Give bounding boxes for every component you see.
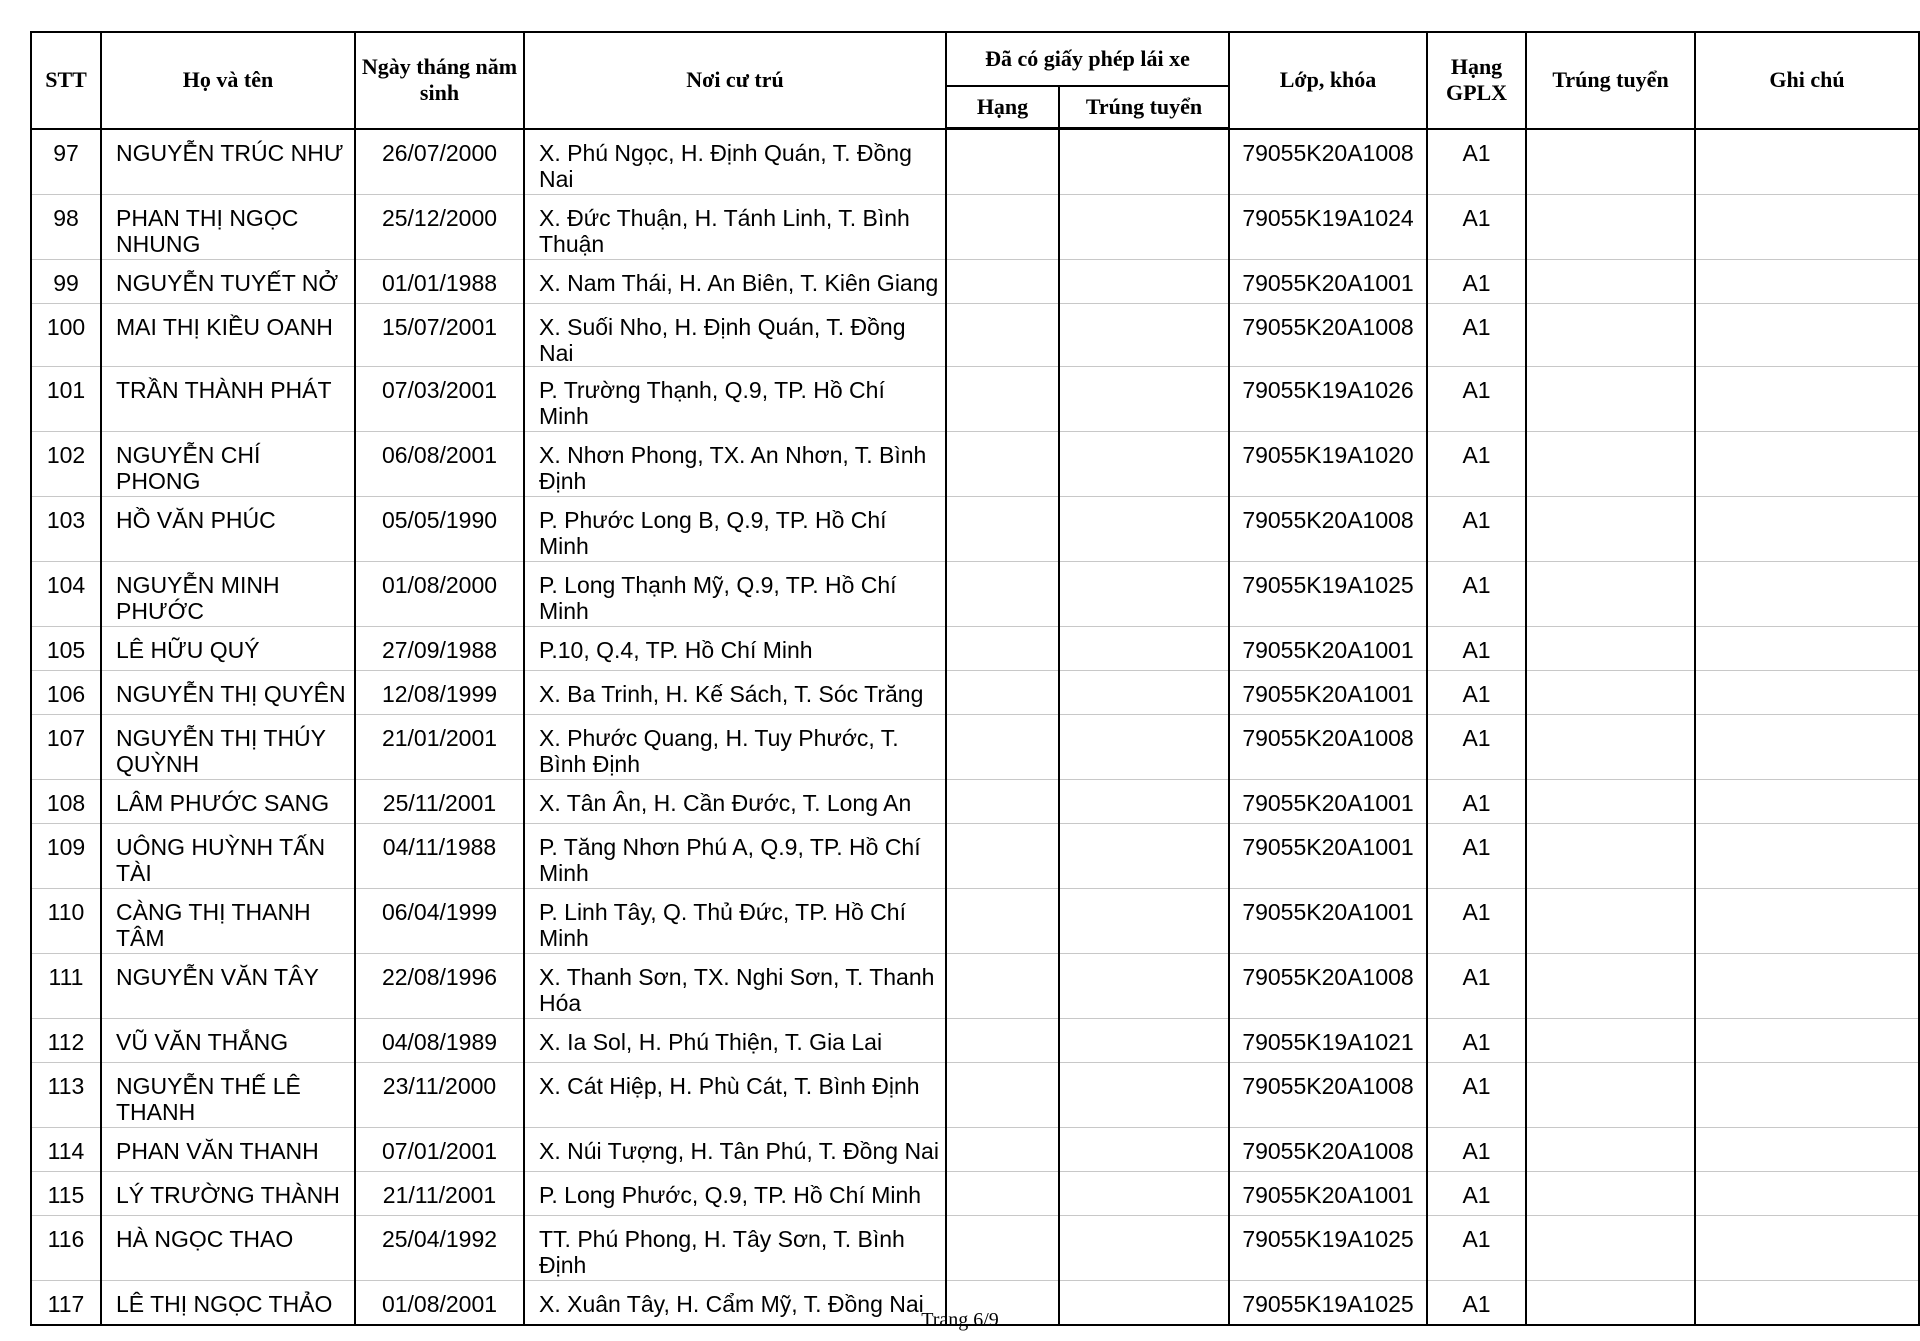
row-notes bbox=[1695, 889, 1919, 954]
row-license-rank bbox=[946, 195, 1059, 260]
row-residence: X. Núi Tượng, H. Tân Phú, T. Đồng Nai bbox=[524, 1128, 946, 1172]
row-gplx: A1 bbox=[1427, 195, 1526, 260]
row-gplx: A1 bbox=[1427, 889, 1526, 954]
row-license-rank bbox=[946, 671, 1059, 715]
row-dob: 21/11/2001 bbox=[355, 1172, 524, 1216]
row-name: UÔNG HUỲNH TẤN TÀI bbox=[101, 824, 355, 889]
row-gplx: A1 bbox=[1427, 1281, 1526, 1326]
row-name: TRẦN THÀNH PHÁT bbox=[101, 367, 355, 432]
row-class: 79055K20A1008 bbox=[1229, 304, 1427, 367]
row-license-admitted bbox=[1059, 304, 1229, 367]
row-residence: X. Tân Ân, H. Cần Đước, T. Long An bbox=[524, 780, 946, 824]
row-license-admitted bbox=[1059, 1019, 1229, 1063]
row-gplx: A1 bbox=[1427, 432, 1526, 497]
table-row bbox=[31, 715, 1919, 780]
row-license-admitted bbox=[1059, 497, 1229, 562]
row-license-rank bbox=[946, 562, 1059, 627]
row-dob: 21/01/2001 bbox=[355, 715, 524, 780]
row-class: 79055K19A1021 bbox=[1229, 1019, 1427, 1063]
row-dob: 01/08/2001 bbox=[355, 1281, 524, 1326]
row-class: 79055K20A1001 bbox=[1229, 780, 1427, 824]
row-residence: X. Đức Thuận, H. Tánh Linh, T. Bình Thuận bbox=[524, 195, 946, 260]
row-admitted bbox=[1526, 1063, 1695, 1128]
row-name: MAI THỊ KIỀU OANH bbox=[101, 304, 355, 367]
row-name: NGUYỄN TRÚC NHƯ bbox=[101, 129, 355, 195]
row-admitted bbox=[1526, 671, 1695, 715]
row-dob: 06/04/1999 bbox=[355, 889, 524, 954]
row-admitted bbox=[1526, 304, 1695, 367]
row-license-rank bbox=[946, 129, 1059, 195]
row-gplx: A1 bbox=[1427, 627, 1526, 671]
row-class: 79055K20A1001 bbox=[1229, 824, 1427, 889]
row-dob: 05/05/1990 bbox=[355, 497, 524, 562]
row-license-rank bbox=[946, 889, 1059, 954]
row-dob: 04/11/1988 bbox=[355, 824, 524, 889]
row-license-admitted bbox=[1059, 954, 1229, 1019]
row-license-admitted bbox=[1059, 780, 1229, 824]
header-residence: Nơi cư trú bbox=[524, 32, 946, 129]
row-gplx: A1 bbox=[1427, 715, 1526, 780]
row-notes bbox=[1695, 671, 1919, 715]
row-gplx: A1 bbox=[1427, 1216, 1526, 1281]
header-gplx-rank: Hạng GPLX bbox=[1427, 32, 1526, 129]
row-dob: 07/01/2001 bbox=[355, 1128, 524, 1172]
row-notes bbox=[1695, 1063, 1919, 1128]
row-stt: 116 bbox=[31, 1216, 101, 1281]
row-dob: 01/01/1988 bbox=[355, 260, 524, 304]
header-rank: Hạng bbox=[946, 86, 1059, 129]
row-stt: 113 bbox=[31, 1063, 101, 1128]
table-row bbox=[31, 627, 1919, 671]
row-stt: 112 bbox=[31, 1019, 101, 1063]
row-license-admitted bbox=[1059, 367, 1229, 432]
row-notes bbox=[1695, 367, 1919, 432]
table-row bbox=[31, 304, 1919, 367]
row-notes bbox=[1695, 954, 1919, 1019]
row-admitted bbox=[1526, 715, 1695, 780]
header-existing-license: Đã có giấy phép lái xe bbox=[946, 32, 1229, 86]
row-residence: X. Ba Trinh, H. Kế Sách, T. Sóc Trăng bbox=[524, 671, 946, 715]
row-dob: 15/07/2001 bbox=[355, 304, 524, 367]
table-row bbox=[31, 497, 1919, 562]
row-stt: 115 bbox=[31, 1172, 101, 1216]
table-row bbox=[31, 129, 1919, 195]
row-class: 79055K20A1008 bbox=[1229, 129, 1427, 195]
row-admitted bbox=[1526, 260, 1695, 304]
row-notes bbox=[1695, 497, 1919, 562]
row-gplx: A1 bbox=[1427, 367, 1526, 432]
row-license-admitted bbox=[1059, 627, 1229, 671]
row-residence: TT. Phú Phong, H. Tây Sơn, T. Bình Định bbox=[524, 1216, 946, 1281]
row-residence: X. Nhơn Phong, TX. An Nhơn, T. Bình Định bbox=[524, 432, 946, 497]
table-row bbox=[31, 260, 1919, 304]
row-residence: X. Thanh Sơn, TX. Nghi Sơn, T. Thanh Hóa bbox=[524, 954, 946, 1019]
row-class: 79055K20A1008 bbox=[1229, 954, 1427, 1019]
row-notes bbox=[1695, 260, 1919, 304]
row-gplx: A1 bbox=[1427, 304, 1526, 367]
row-residence: X. Phước Quang, H. Tuy Phước, T. Bình Định bbox=[524, 715, 946, 780]
row-dob: 25/04/1992 bbox=[355, 1216, 524, 1281]
row-license-rank bbox=[946, 1172, 1059, 1216]
table-row bbox=[31, 562, 1919, 627]
row-name: NGUYỄN THẾ LÊ THANH bbox=[101, 1063, 355, 1128]
header-stt: STT bbox=[31, 32, 101, 129]
row-dob: 12/08/1999 bbox=[355, 671, 524, 715]
row-residence: P.10, Q.4, TP. Hồ Chí Minh bbox=[524, 627, 946, 671]
row-license-rank bbox=[946, 1019, 1059, 1063]
row-license-admitted bbox=[1059, 671, 1229, 715]
row-stt: 107 bbox=[31, 715, 101, 780]
header-admitted: Trúng tuyển bbox=[1526, 32, 1695, 129]
row-license-admitted bbox=[1059, 1172, 1229, 1216]
row-license-rank bbox=[946, 432, 1059, 497]
row-residence: X. Suối Nho, H. Định Quán, T. Đồng Nai bbox=[524, 304, 946, 367]
row-dob: 22/08/1996 bbox=[355, 954, 524, 1019]
row-name: PHAN THỊ NGỌC NHUNG bbox=[101, 195, 355, 260]
row-license-rank bbox=[946, 715, 1059, 780]
row-gplx: A1 bbox=[1427, 129, 1526, 195]
row-admitted bbox=[1526, 432, 1695, 497]
row-gplx: A1 bbox=[1427, 260, 1526, 304]
row-stt: 103 bbox=[31, 497, 101, 562]
row-name: CÀNG THỊ THANH TÂM bbox=[101, 889, 355, 954]
row-class: 79055K20A1008 bbox=[1229, 1128, 1427, 1172]
row-stt: 111 bbox=[31, 954, 101, 1019]
row-residence: P. Linh Tây, Q. Thủ Đức, TP. Hồ Chí Minh bbox=[524, 889, 946, 954]
header-name: Họ và tên bbox=[101, 32, 355, 129]
row-license-admitted bbox=[1059, 432, 1229, 497]
row-stt: 105 bbox=[31, 627, 101, 671]
row-license-admitted bbox=[1059, 1216, 1229, 1281]
row-class: 79055K20A1001 bbox=[1229, 671, 1427, 715]
row-admitted bbox=[1526, 367, 1695, 432]
row-name: HỒ VĂN PHÚC bbox=[101, 497, 355, 562]
row-gplx: A1 bbox=[1427, 1063, 1526, 1128]
row-license-rank bbox=[946, 1063, 1059, 1128]
row-notes bbox=[1695, 1128, 1919, 1172]
row-stt: 97 bbox=[31, 129, 101, 195]
row-admitted bbox=[1526, 1128, 1695, 1172]
row-stt: 98 bbox=[31, 195, 101, 260]
row-dob: 25/12/2000 bbox=[355, 195, 524, 260]
row-notes bbox=[1695, 129, 1919, 195]
row-notes bbox=[1695, 824, 1919, 889]
row-license-admitted bbox=[1059, 562, 1229, 627]
row-license-rank bbox=[946, 954, 1059, 1019]
table-row bbox=[31, 1063, 1919, 1128]
row-residence: X. Xuân Tây, H. Cẩm Mỹ, T. Đồng Nai bbox=[524, 1281, 946, 1326]
row-notes bbox=[1695, 1216, 1919, 1281]
row-stt: 104 bbox=[31, 562, 101, 627]
row-stt: 117 bbox=[31, 1281, 101, 1326]
row-license-rank bbox=[946, 780, 1059, 824]
row-class: 79055K20A1001 bbox=[1229, 260, 1427, 304]
row-license-admitted bbox=[1059, 824, 1229, 889]
row-name: NGUYỄN CHÍ PHONG bbox=[101, 432, 355, 497]
row-dob: 26/07/2000 bbox=[355, 129, 524, 195]
row-class: 79055K20A1008 bbox=[1229, 497, 1427, 562]
row-class: 79055K20A1008 bbox=[1229, 715, 1427, 780]
table-row bbox=[31, 889, 1919, 954]
row-class: 79055K19A1020 bbox=[1229, 432, 1427, 497]
row-gplx: A1 bbox=[1427, 562, 1526, 627]
table-row bbox=[31, 1172, 1919, 1216]
row-admitted bbox=[1526, 1019, 1695, 1063]
row-dob: 27/09/1988 bbox=[355, 627, 524, 671]
row-stt: 101 bbox=[31, 367, 101, 432]
row-stt: 106 bbox=[31, 671, 101, 715]
row-dob: 06/08/2001 bbox=[355, 432, 524, 497]
row-admitted bbox=[1526, 824, 1695, 889]
row-notes bbox=[1695, 715, 1919, 780]
row-dob: 25/11/2001 bbox=[355, 780, 524, 824]
row-stt: 99 bbox=[31, 260, 101, 304]
row-license-rank bbox=[946, 1216, 1059, 1281]
row-notes bbox=[1695, 562, 1919, 627]
page-number: Trang 6/9 bbox=[921, 1309, 999, 1331]
row-admitted bbox=[1526, 497, 1695, 562]
header-dob: Ngày tháng năm sinh bbox=[355, 32, 524, 129]
row-gplx: A1 bbox=[1427, 824, 1526, 889]
row-license-admitted bbox=[1059, 195, 1229, 260]
row-admitted bbox=[1526, 195, 1695, 260]
row-notes bbox=[1695, 627, 1919, 671]
row-license-rank bbox=[946, 1128, 1059, 1172]
table-row bbox=[31, 195, 1919, 260]
row-notes bbox=[1695, 1019, 1919, 1063]
row-name: NGUYỄN THỊ QUYÊN bbox=[101, 671, 355, 715]
row-license-admitted bbox=[1059, 260, 1229, 304]
table-row bbox=[31, 1019, 1919, 1063]
row-notes bbox=[1695, 304, 1919, 367]
table-row bbox=[31, 1128, 1919, 1172]
row-notes bbox=[1695, 1172, 1919, 1216]
row-class: 79055K20A1001 bbox=[1229, 627, 1427, 671]
row-name: LÝ TRƯỜNG THÀNH bbox=[101, 1172, 355, 1216]
table-row bbox=[31, 824, 1919, 889]
row-residence: X. Cát Hiệp, H. Phù Cát, T. Bình Định bbox=[524, 1063, 946, 1128]
row-stt: 100 bbox=[31, 304, 101, 367]
row-license-admitted bbox=[1059, 1063, 1229, 1128]
row-name: VŨ VĂN THẮNG bbox=[101, 1019, 355, 1063]
row-admitted bbox=[1526, 780, 1695, 824]
candidate-table bbox=[30, 31, 1920, 1326]
row-gplx: A1 bbox=[1427, 1172, 1526, 1216]
row-name: NGUYỄN TUYẾT NỞ bbox=[101, 260, 355, 304]
row-name: NGUYỄN VĂN TÂY bbox=[101, 954, 355, 1019]
header-notes: Ghi chú bbox=[1695, 32, 1919, 129]
row-license-rank bbox=[946, 497, 1059, 562]
row-name: HÀ NGỌC THAO bbox=[101, 1216, 355, 1281]
row-admitted bbox=[1526, 562, 1695, 627]
row-admitted bbox=[1526, 1172, 1695, 1216]
row-gplx: A1 bbox=[1427, 1019, 1526, 1063]
row-name: LÊ HỮU QUÝ bbox=[101, 627, 355, 671]
row-dob: 07/03/2001 bbox=[355, 367, 524, 432]
row-admitted bbox=[1526, 889, 1695, 954]
row-license-rank bbox=[946, 304, 1059, 367]
row-admitted bbox=[1526, 129, 1695, 195]
row-gplx: A1 bbox=[1427, 780, 1526, 824]
row-residence: P. Tăng Nhơn Phú A, Q.9, TP. Hồ Chí Minh bbox=[524, 824, 946, 889]
row-stt: 114 bbox=[31, 1128, 101, 1172]
row-name: LÊ THỊ NGỌC THẢO bbox=[101, 1281, 355, 1326]
table-row bbox=[31, 954, 1919, 1019]
table-row bbox=[31, 671, 1919, 715]
row-notes bbox=[1695, 432, 1919, 497]
row-license-rank bbox=[946, 824, 1059, 889]
row-license-admitted bbox=[1059, 129, 1229, 195]
row-class: 79055K19A1025 bbox=[1229, 562, 1427, 627]
row-class: 79055K19A1026 bbox=[1229, 367, 1427, 432]
table-row bbox=[31, 1216, 1919, 1281]
row-residence: P. Trường Thạnh, Q.9, TP. Hồ Chí Minh bbox=[524, 367, 946, 432]
row-dob: 04/08/1989 bbox=[355, 1019, 524, 1063]
table-header bbox=[31, 32, 1919, 129]
row-class: 79055K20A1001 bbox=[1229, 889, 1427, 954]
row-name: LÂM PHƯỚC SANG bbox=[101, 780, 355, 824]
row-stt: 102 bbox=[31, 432, 101, 497]
row-dob: 01/08/2000 bbox=[355, 562, 524, 627]
header-class-course: Lớp, khóa bbox=[1229, 32, 1427, 129]
row-admitted bbox=[1526, 954, 1695, 1019]
row-dob: 23/11/2000 bbox=[355, 1063, 524, 1128]
row-license-admitted bbox=[1059, 1128, 1229, 1172]
row-stt: 110 bbox=[31, 889, 101, 954]
row-notes bbox=[1695, 195, 1919, 260]
row-name: NGUYỄN THỊ THÚY QUỲNH bbox=[101, 715, 355, 780]
row-residence: X. Phú Ngọc, H. Định Quán, T. Đồng Nai bbox=[524, 129, 946, 195]
row-name: NGUYỄN MINH PHƯỚC bbox=[101, 562, 355, 627]
row-class: 79055K20A1008 bbox=[1229, 1063, 1427, 1128]
row-residence: P. Phước Long B, Q.9, TP. Hồ Chí Minh bbox=[524, 497, 946, 562]
row-gplx: A1 bbox=[1427, 671, 1526, 715]
header-admitted-sub: Trúng tuyển bbox=[1059, 86, 1229, 129]
row-stt: 109 bbox=[31, 824, 101, 889]
table-row bbox=[31, 432, 1919, 497]
table-body bbox=[31, 129, 1919, 1326]
row-license-admitted bbox=[1059, 889, 1229, 954]
row-residence: P. Long Phước, Q.9, TP. Hồ Chí Minh bbox=[524, 1172, 946, 1216]
row-gplx: A1 bbox=[1427, 1128, 1526, 1172]
row-residence: P. Long Thạnh Mỹ, Q.9, TP. Hồ Chí Minh bbox=[524, 562, 946, 627]
row-admitted bbox=[1526, 627, 1695, 671]
row-stt: 108 bbox=[31, 780, 101, 824]
row-class: 79055K19A1024 bbox=[1229, 195, 1427, 260]
row-license-rank bbox=[946, 367, 1059, 432]
table-row bbox=[31, 367, 1919, 432]
row-license-rank bbox=[946, 260, 1059, 304]
row-gplx: A1 bbox=[1427, 497, 1526, 562]
row-license-rank bbox=[946, 627, 1059, 671]
row-notes bbox=[1695, 780, 1919, 824]
row-class: 79055K19A1025 bbox=[1229, 1216, 1427, 1281]
row-class: 79055K19A1025 bbox=[1229, 1281, 1427, 1326]
row-name: PHAN VĂN THANH bbox=[101, 1128, 355, 1172]
row-residence: X. Nam Thái, H. An Biên, T. Kiên Giang bbox=[524, 260, 946, 304]
row-residence: X. Ia Sol, H. Phú Thiện, T. Gia Lai bbox=[524, 1019, 946, 1063]
row-gplx: A1 bbox=[1427, 954, 1526, 1019]
table-row bbox=[31, 780, 1919, 824]
row-license-admitted bbox=[1059, 715, 1229, 780]
document-sheet bbox=[30, 31, 1918, 1326]
row-class: 79055K20A1001 bbox=[1229, 1172, 1427, 1216]
row-admitted bbox=[1526, 1216, 1695, 1281]
